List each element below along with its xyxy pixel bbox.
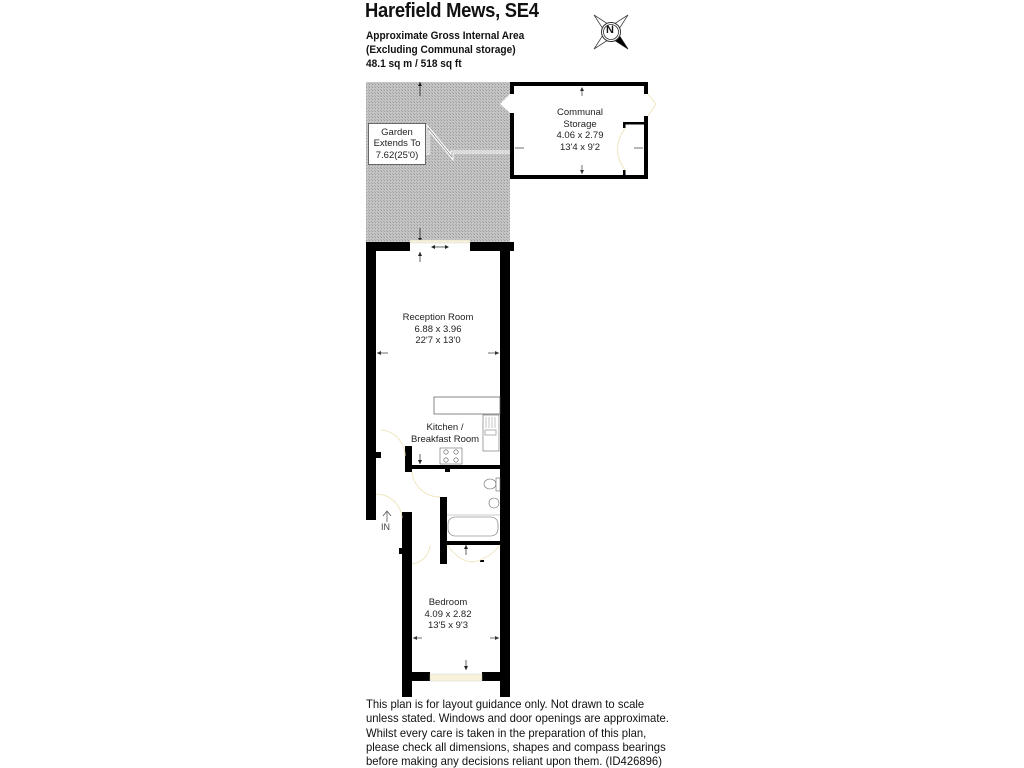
communal-storage-name-1: Communal [557,107,603,118]
area-note: (Excluding Communal storage) [366,44,516,56]
basin-icon [489,498,499,508]
hob-icon [440,448,462,464]
reception-room-name: Reception Room [402,312,474,323]
compass-north-label: N [606,24,614,36]
communal-storage-label [545,107,615,153]
reception-room-label [398,312,478,347]
kitchen-label [410,422,480,445]
page-title: Harefield Mews, SE4 [365,0,539,22]
disclaimer [366,697,669,768]
disclaimer-line: Whilst every care is taken in the preparation of this plan, [366,725,647,740]
communal-storage-name-2: Storage [563,118,597,130]
kitchen-name-1: Kitchen / [426,422,464,433]
bathtub-icon [448,517,498,536]
disclaimer-line: unless stated. Windows and door openings are approximate. [366,711,669,726]
communal-storage-imperial: 13'4 x 9'2 [559,141,601,153]
area-value: 48.1 sq m / 518 sq ft [366,58,462,70]
bedroom-label [418,597,478,632]
disclaimer-line: This plan is for layout guidance only. Not drawn to scale [366,697,645,711]
disclaimer-line: please check all dimensions, shapes and compass bearings [366,739,666,754]
kitchen-name-2: Breakfast Room [410,433,480,445]
garden-label: Garden [381,126,413,138]
garden-label-extends: Extends To [373,138,421,150]
reception-room-metric: 6.88 x 3.96 [414,323,462,335]
reception-room-imperial: 22'7 x 13'0 [415,335,461,346]
entrance-label: IN [381,522,390,532]
garden-dimension: 7.62(25'0) [375,149,419,161]
garden-label-box [368,123,426,165]
area-heading: Approximate Gross Internal Area [366,30,525,42]
bedroom-metric: 4.09 x 2.82 [424,608,472,620]
disclaimer-line: before making any decisions reliant upon them. (ID426896) [366,754,662,768]
bedroom-name: Bedroom [428,597,468,608]
bedroom-imperial: 13'5 x 9'3 [427,620,469,631]
toilet-icon [484,479,496,489]
communal-storage-metric: 4.06 x 2.79 [556,130,604,141]
